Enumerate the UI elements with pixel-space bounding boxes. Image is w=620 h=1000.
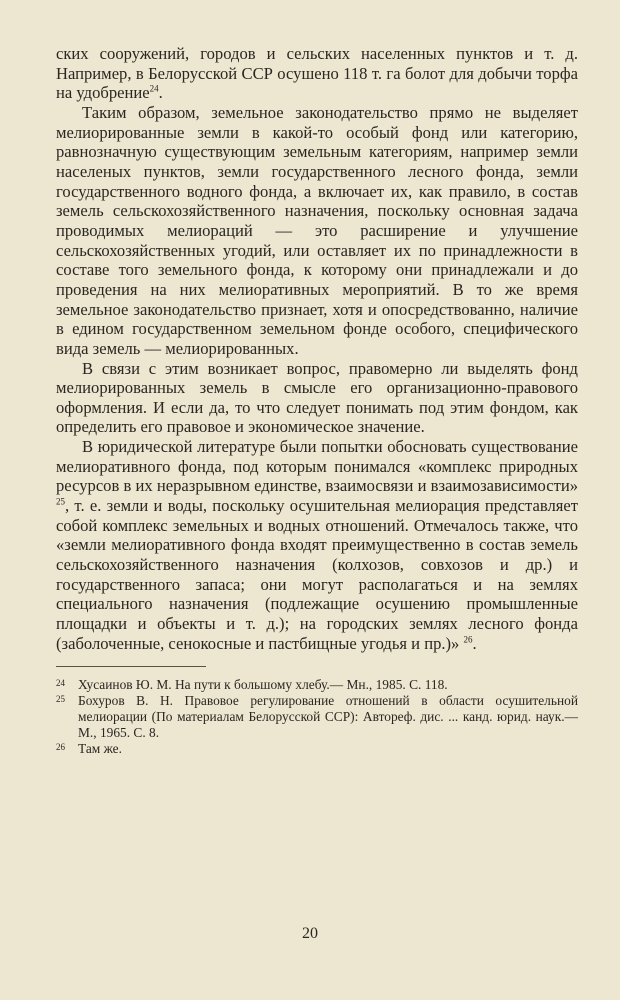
- footnote-divider: [56, 666, 206, 667]
- footnotes: [56, 677, 578, 756]
- footnote-25: [56, 693, 578, 740]
- footnote-text: Бохуров В. Н. Правовое регулирование отношений в области осушительной мелиорации (По материалам Белорусской ССР): Автореф. дис. ... канд. юрид. наук.— М., 1965. С. 8.: [78, 693, 578, 740]
- footnote-number: 26: [56, 741, 65, 752]
- footnote-ref-25: 25: [56, 496, 65, 507]
- paragraph-1: ских сооружений, городов и сельских населенных пунктов и т. д. Например, в Белорусской ССР осушено 118 т. га болот для добычи торфа на удобрение$^{24}$.: [56, 44, 578, 103]
- footnote-ref-24: 24: [149, 83, 159, 94]
- footnote-number: 25: [56, 694, 65, 705]
- footnote-ref-26: 26: [463, 634, 473, 645]
- paragraph-4-text-a: В юридической литературе были попытки обосновать существование мелиоративного фонда, под которым понимался «комплекс природных ресурсов в их неразрывном единстве, взаимосвязи и взаимозависимости»: [56, 437, 578, 496]
- paragraph-4: В юридической литературе были попытки обосновать существование мелиоративного фонда, под которым понимался «комплекс природных ресурсов в их неразрывном единстве, взаимосвязи и взаимозависимости» $^{25}$, т. е. земли и воды, поскольку осушительная мелиорация представляет собой комплекс земельных и водных отношений. Отмечалось также, что «земли мелиоративного фонда входят преимущественно в состав земель сельскохозяйственного назначения (колхозов, совхозов и др.) и государственного запаса; они могут располагаться и на землях специального назначения (подлежащие осушению промышленные площадки и объекты и т. д.); на городских землях лесного фонда (заболоченные, сенокосные и пастбищные угодья и пр.)» $^{26}$.: [56, 437, 578, 653]
- paragraph-3: В связи с этим возникает вопрос, правомерно ли выделять фонд мелиорированных земель в смысле его организационно-правового оформления. И если да, то что следует понимать под этим фондом, как определить его правовое и экономическое значение.: [56, 358, 578, 437]
- paragraph-4-text-b: , т. е. земли и воды, поскольку осушительная мелиорация представляет собой комплекс земельных и водных отношений. Отмечалось также, что «земли мелиоративного фонда входят преимущественно в состав земель сельскохозяйственного назначения (колхозов, совхозов и др.) и государственного запаса; они могут располагаться и на землях специального назначения (подлежащие осушению промышленные площадки и объекты и т. д.); на городских землях лесного фонда (заболоченные, сенокосные и пастбищные угодья и пр.)»: [56, 496, 578, 653]
- footnote-26: [56, 741, 578, 757]
- footnote-24: [56, 677, 578, 693]
- paragraph-1-text: ских сооружений, городов и сельских населенных пунктов и т. д. Например, в Белорусской ССР осушено 118 т. га болот для добычи торфа на удобрение: [56, 44, 578, 103]
- footnote-text: Хусаинов Ю. М. На пути к большому хлебу.— Мн., 1985. С. 118.: [78, 677, 448, 693]
- page-number: 20: [302, 925, 318, 942]
- footnote-number: 24: [56, 678, 65, 689]
- paragraph-2: Таким образом, земельное законодательство прямо не выделяет мелиорированные земли в какой-то особый фонд или категорию, равнозначную существующим земельным категориям, например земли населеных пунктов, земли государственного лесного фонда, земли государственного водного фонда, а включает их, как правило, в состав земель сельскохозяйственного назначения, поскольку основная задача проводимых мелиораций — это расширение и улучшение сельскохозяйственных угодий, или оставляет их по принадлежности в составе того земельного фонда, к которому они принадлежали и до проведения на них мелиоративных мероприятий. В то же время земельное законодательство признает, хотя и опосредствованно, наличие в едином государственном земельном фонде особого, специфического вида земель — мелиорированных.: [56, 102, 578, 358]
- main-text: [56, 44, 578, 653]
- footnote-text: Там же.: [78, 740, 122, 756]
